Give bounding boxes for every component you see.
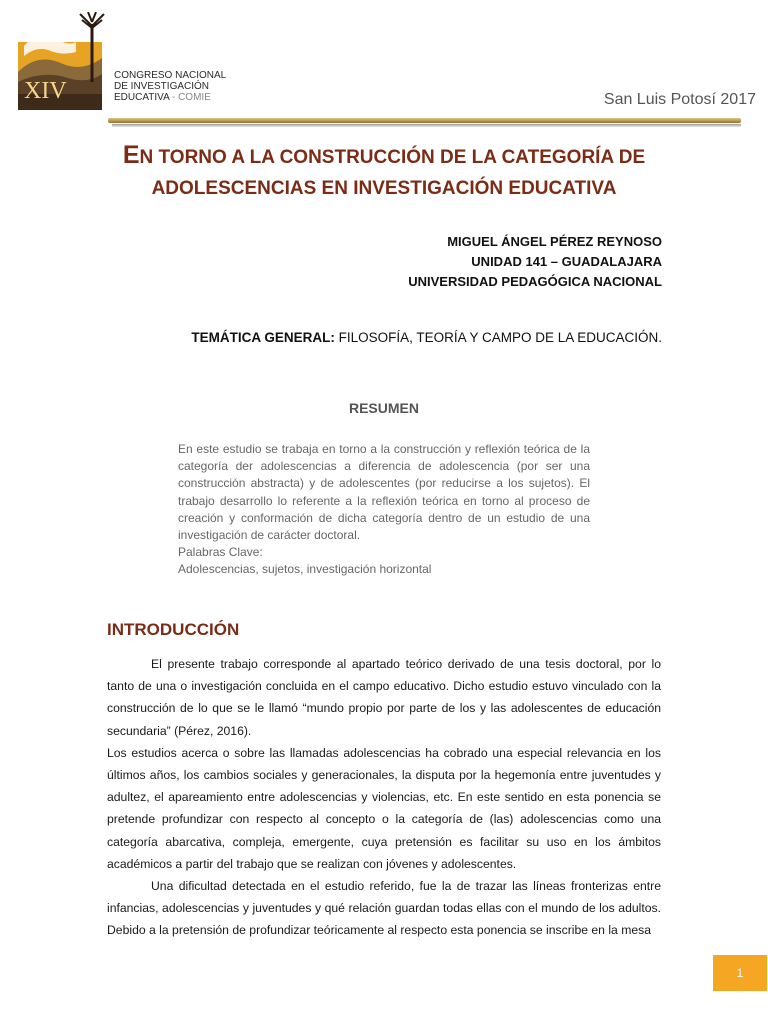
intro-paragraph-1: El presente trabajo corresponde al apartado teórico derivado de una tesis doctoral, por lo tanto de una o investigación concluida en el campo educativo. Dicho estudio estuvo vinculado con la construcción de lo que se le llamó “mundo propio por parte de los y las adolescentes de educación secundaria” (Pérez, 2016).: [107, 657, 661, 738]
city-year: San Luis Potosí 2017: [603, 91, 756, 108]
intro-paragraph-3: Una dificultad detectada en el estudio referido, fue la de trazar las líneas fronterizas entre infancias, adolescencias y juventudes y qué relación guardan todas ellas con el mundo de los adultos. Debido a la pretensión de profundizar teóricamente al respecto esta ponencia se inscribe en la mesa: [107, 879, 661, 938]
congress-line-1: CONGRESO NACIONAL: [114, 70, 227, 81]
header-rule-shadow: [112, 124, 741, 127]
keywords: Adolescencias, sujetos, investigación horizontal: [178, 562, 432, 577]
intro-paragraph-2: Los estudios acerca o sobre las llamadas adolescencias ha cobrado una especial relevancia en los últimos años, los cambios sociales y generacionales, la disputa por la hegemonía entre juventudes y adultez, el apareamiento entre adolescencias y violencias, etc. En este sentido en esta ponencia se pretende profundizar con respecto al concepto o la categoría de (las) adolescencias como una categoría abarcativa, compleja, emergente, cuya pretensión es facilitar su uso en los ámbitos académicos a partir del trabajo que se realizan con jóvenes y adolescentes.: [107, 745, 661, 871]
header-rule: [108, 118, 741, 123]
author-institution: UNIVERSIDAD PEDAGÓGICA NACIONAL: [408, 274, 662, 289]
abstract: [178, 441, 590, 579]
comie-label: - COMIE: [169, 92, 211, 103]
tematica-value: FILOSOFÍA, TEORÍA Y CAMPO DE LA EDUCACIÓN.: [334, 330, 662, 345]
tematica: [191, 330, 662, 345]
resumen-heading: RESUMEN: [348, 400, 419, 416]
author-unit: UNIDAD 141 – GUADALAJARA: [471, 254, 662, 269]
title-line-1: EN TORNO A LA CONSTRUCCIÓN DE LA CATEGORÍA DE: [122, 141, 646, 169]
title-line-2: ADOLESCENCIAS EN INVESTIGACIÓN EDUCATIVA: [151, 178, 617, 199]
page-number: 1: [713, 955, 767, 991]
tematica-label: TEMÁTICA GENERAL:: [191, 330, 335, 345]
intro-body: [107, 653, 661, 942]
keywords-label: Palabras Clave:: [178, 545, 263, 560]
congress-line-2: DE INVESTIGACIÓN: [114, 81, 210, 92]
paper-title: [60, 140, 708, 204]
author-block: [408, 232, 662, 292]
congress-logo: [18, 12, 108, 110]
logo-numeral: XIV: [24, 78, 67, 104]
congress-name: [114, 70, 226, 103]
congress-line-3: EDUCATIVA: [114, 92, 170, 103]
intro-heading: INTRODUCCIÓN: [107, 620, 240, 639]
author-name: MIGUEL ÁNGEL PÉREZ REYNOSO: [447, 234, 662, 249]
abstract-text: En este estudio se trabaja en torno a la construcción y reflexión teórica de la categoría der adolescencias a diferencia de adolescencia (por ser una construcción abstracta) y de adolescentes (por reducirse a los sujetos). El trabajo desarrollo lo referente a la reflexión teórica en torno al proceso de creación y conformación de dicha categoría dentro de un estudio de una investigación de carácter doctoral.: [178, 442, 590, 543]
